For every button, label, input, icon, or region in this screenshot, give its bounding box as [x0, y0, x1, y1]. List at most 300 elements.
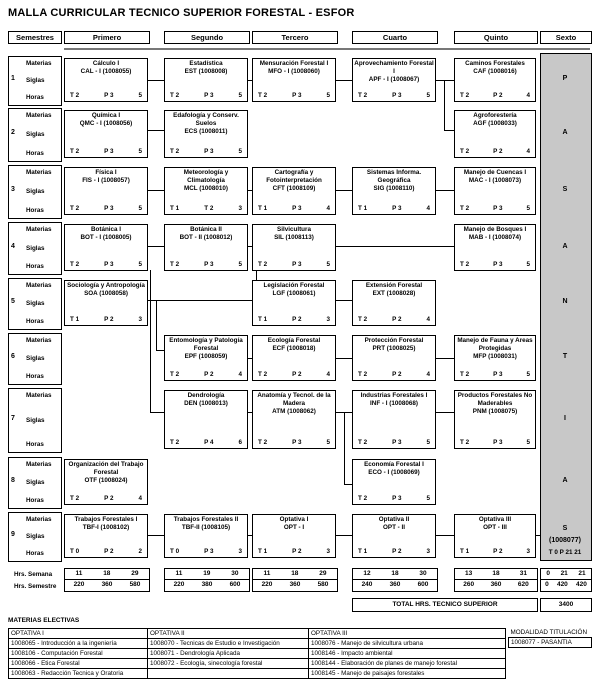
course-box-c33 — [252, 514, 336, 558]
course-box-c28 — [454, 390, 536, 449]
course-name: Economía Forestal I — [364, 461, 424, 468]
course-code: APF - I (1008067) — [368, 76, 420, 83]
course-name: Cálculo I — [92, 60, 120, 67]
course-hours-value: P 2 — [292, 548, 302, 555]
hrs-semestre-value: 620 — [517, 581, 529, 588]
row-label-siglas: Siglas — [26, 355, 45, 362]
course-hours-value: 3 — [138, 316, 142, 323]
course-hours-value: T 2 — [358, 439, 368, 446]
electivas-table — [8, 628, 506, 679]
course-hours-value: 5 — [138, 205, 142, 212]
row-number: 2 — [11, 129, 15, 136]
course-code: INF - I (1008068) — [370, 400, 418, 407]
row-label-siglas: Siglas — [26, 77, 45, 84]
connector-line — [148, 300, 252, 301]
hrs-semestre-row — [65, 580, 149, 590]
course-hours-value: T 2 — [170, 148, 180, 155]
course-hours-value: T 1 — [460, 548, 470, 555]
hrs-semestre-value: 420 — [556, 581, 568, 588]
row-label-materias: Materias — [26, 60, 52, 67]
course-code: EXT (1008028) — [372, 290, 416, 297]
course-hours — [455, 205, 535, 213]
course-hours-value: T 2 — [170, 261, 180, 268]
hrs-semestre-value: 220 — [73, 581, 85, 588]
course-hours-value: P 3 — [204, 92, 214, 99]
row-label-siglas: Siglas — [26, 188, 45, 195]
course-name: Botánica II — [190, 226, 222, 233]
course-box-c12 — [352, 167, 436, 215]
optativa2-item — [148, 669, 309, 679]
hrs-semestre-value: 600 — [229, 581, 241, 588]
course-box-c11 — [252, 167, 336, 215]
course-box-c13 — [454, 167, 536, 215]
connector-line — [148, 246, 164, 247]
course-hours-value: T 1 — [358, 205, 368, 212]
course-box-c16 — [252, 224, 336, 271]
course-box-c15 — [164, 224, 248, 271]
hrs-semestre-value: 260 — [463, 581, 475, 588]
course-hours-value: 3 — [326, 548, 330, 555]
course-name: Cartografía y Fotointerpretación — [266, 169, 322, 184]
header-tercero: Tercero — [252, 31, 338, 44]
course-hours-value: T 2 — [170, 92, 180, 99]
course-hours-value: P 3 — [104, 92, 114, 99]
course-box-c26 — [252, 390, 336, 449]
row-number: 3 — [11, 186, 15, 193]
course-code: TBF-II (1008105) — [181, 524, 231, 531]
course-name: Estadística — [189, 60, 223, 67]
connector-line — [444, 130, 454, 131]
modalidad-value: 1008077 - PASANTIA — [509, 638, 592, 648]
course-name: Industrias Forestales I — [360, 392, 428, 399]
connector-line — [148, 535, 164, 536]
course-box-c10 — [164, 167, 248, 215]
course-hours-value: T 2 — [70, 495, 80, 502]
course-hours — [455, 439, 535, 447]
row-label-horas: Horas — [26, 150, 44, 157]
course-hours — [165, 148, 247, 156]
course-name: Aprovechamiento Forestal I — [354, 60, 434, 75]
hrs-semestre-label: Hrs. Semestre — [14, 583, 57, 590]
hrs-semestre-value: 220 — [261, 581, 273, 588]
course-box-c30 — [352, 459, 436, 505]
sexto-letter: I — [564, 414, 566, 422]
course-hours-value: P 3 — [292, 205, 302, 212]
course-box-c4 — [352, 58, 436, 102]
course-code: EPF (1008059) — [184, 353, 228, 360]
course-hours-value: 5 — [526, 261, 530, 268]
optativa3-item: 1008144 - Elaboración de planes de manejo forestal — [309, 659, 506, 669]
course-hours-value: T 2 — [70, 205, 80, 212]
row-label-siglas: Siglas — [26, 416, 45, 424]
optativa3-item: 1008145 - Manejo de paisajes forestales — [309, 669, 506, 679]
course-box-c35 — [454, 514, 536, 558]
course-hours-value: 5 — [238, 261, 242, 268]
course-code: CFT (1008109) — [272, 185, 316, 192]
row-number: 9 — [11, 531, 15, 538]
course-hours — [65, 316, 147, 324]
course-name: Productos Forestales No Maderables — [457, 392, 533, 407]
course-name: Entomología y Patología Forestal — [169, 337, 243, 352]
connector-line — [344, 484, 352, 485]
course-hours-value: T 2 — [70, 92, 80, 99]
header-primero: Primero — [64, 31, 150, 44]
course-hours-value: 4 — [426, 205, 430, 212]
optativa1-item: 1008106 - Computación Forestal — [9, 649, 148, 659]
course-box-c24 — [454, 335, 536, 381]
course-box-c22 — [252, 335, 336, 381]
row-label-horas: Horas — [26, 263, 44, 270]
course-box-c7 — [164, 110, 248, 158]
course-hours-value: T 2 — [460, 92, 470, 99]
connector-line — [436, 358, 454, 359]
course-code: FIS - I (1008057) — [82, 177, 130, 184]
course-code: EST (1008008) — [184, 68, 228, 75]
course-box-c29 — [64, 459, 148, 505]
course-name: Manejo de Cuencas I — [463, 169, 527, 176]
course-hours — [165, 205, 247, 213]
course-name: Ecología Forestal — [267, 337, 321, 344]
course-name: Protección Forestal — [364, 337, 424, 344]
course-hours-value: P 4 — [204, 439, 214, 446]
course-hours-value: 5 — [526, 205, 530, 212]
course-code: BOT - II (1008012) — [179, 234, 233, 241]
course-code: OPT - III — [483, 524, 507, 531]
header-divider — [64, 48, 590, 50]
course-code: PNM (1008075) — [472, 408, 518, 415]
row-number: 5 — [11, 298, 15, 305]
course-hours-value: P 2 — [104, 495, 114, 502]
course-hours-value: 5 — [426, 495, 430, 502]
course-box-c27 — [352, 390, 436, 449]
connector-line — [156, 350, 164, 351]
course-hours-value: T 2 — [358, 92, 368, 99]
course-name: Trabajos Forestales II — [173, 516, 239, 523]
row-label-horas: Horas — [26, 318, 44, 325]
course-hours — [165, 439, 247, 447]
course-hours — [353, 92, 435, 100]
course-code: CAF (1008016) — [473, 68, 517, 75]
row-label-siglas: Siglas — [26, 131, 45, 138]
course-name: Trabajos Forestales I — [74, 516, 138, 523]
course-hours — [253, 205, 335, 213]
sexto-code: (1008077) — [549, 537, 581, 544]
hrs-semana-value: 30 — [419, 570, 427, 577]
connector-line — [336, 246, 454, 247]
hours-summary-box — [540, 568, 592, 592]
hrs-semana-row — [541, 569, 591, 580]
hrs-semana-value: 21 — [560, 570, 568, 577]
sexto-letter: N — [562, 298, 568, 305]
row-number: 1 — [11, 75, 15, 82]
hrs-semana-value: 11 — [75, 570, 83, 577]
row-number: 4 — [11, 242, 15, 250]
course-name: Optativa III — [478, 516, 512, 523]
course-hours-value: 5 — [138, 261, 142, 268]
connector-line — [436, 190, 454, 191]
sexto-letter: A — [562, 477, 568, 484]
hours-summary-box — [252, 568, 338, 592]
course-hours — [353, 495, 435, 503]
connector-line — [150, 270, 151, 412]
total-value: 3400 — [540, 598, 592, 612]
course-hours-value: 5 — [526, 439, 530, 446]
course-box-c5 — [454, 58, 536, 102]
course-code: BOT - I (1008005) — [80, 234, 132, 241]
course-box-c2 — [164, 58, 248, 102]
course-hours-value: 4 — [526, 148, 530, 155]
hrs-semana-label: Hrs. Semana — [14, 571, 53, 578]
course-code: OPT - I — [283, 524, 305, 531]
hrs-semana-value: 30 — [231, 570, 239, 577]
sexto-letter: S — [562, 186, 568, 193]
course-code: ECF (1008018) — [272, 345, 316, 352]
course-hours — [353, 205, 435, 213]
course-name: Optativa II — [378, 516, 410, 523]
hrs-semana-value: 13 — [465, 570, 473, 577]
course-hours-value: T 1 — [70, 316, 80, 323]
hrs-semana-value: 11 — [175, 570, 183, 577]
course-hours-value: T 1 — [258, 548, 268, 555]
course-hours-value: T 1 — [170, 205, 180, 212]
course-hours — [455, 261, 535, 269]
sexto-letter: P — [562, 75, 568, 82]
course-code: SIG (1008110) — [373, 185, 415, 192]
row-label-horas: Horas — [26, 207, 44, 214]
hrs-semestre-row — [455, 580, 537, 590]
connector-line — [150, 412, 164, 413]
optativa2-header: OPTATIVA II — [148, 629, 309, 639]
optativa3-item: 1008146 - Impacto ambiental — [309, 649, 506, 659]
course-hours-value: P 2 — [493, 148, 503, 155]
course-hours-value: P 2 — [204, 371, 214, 378]
hrs-semestre-value: 360 — [389, 581, 401, 588]
connector-line — [156, 300, 157, 350]
course-hours — [455, 148, 535, 156]
course-box-c14 — [64, 224, 148, 271]
row-label-siglas: Siglas — [26, 533, 45, 540]
course-hours-value: T 2 — [358, 495, 368, 502]
header-quinto: Quinto — [454, 31, 538, 44]
course-name: Manejo de Bosques I — [463, 226, 527, 233]
sexto-letter: A — [562, 242, 568, 250]
course-hours-value: P 3 — [104, 261, 114, 268]
course-hours-value: P 3 — [493, 261, 503, 268]
course-hours-value: 3 — [238, 205, 242, 212]
course-hours-value: T 2 — [170, 439, 180, 446]
course-hours-value: 3 — [526, 548, 530, 555]
row-label-materias: Materias — [26, 516, 52, 523]
connector-line — [148, 130, 164, 131]
connector-line — [336, 535, 352, 536]
course-hours — [165, 371, 247, 379]
connector-line — [436, 80, 454, 81]
course-hours-value: 4 — [426, 371, 430, 378]
course-hours-value: P 3 — [392, 205, 402, 212]
course-hours-value: P 3 — [292, 92, 302, 99]
course-hours — [253, 92, 335, 100]
course-code: ECS (1008011) — [184, 128, 228, 135]
hrs-semestre-value: 360 — [289, 581, 301, 588]
optativa1-item: 1008065 - Introducción a la ingeniería — [9, 639, 148, 649]
hrs-semana-value: 29 — [319, 570, 327, 577]
course-name: Caminos Forestales — [465, 60, 525, 67]
optativa3-item: 1008076 - Manejo de silvicultura urbana — [309, 639, 506, 649]
course-hours-value: T 2 — [70, 148, 80, 155]
row-number: 7 — [11, 414, 15, 422]
course-name: Optativa I — [279, 516, 309, 523]
optativa1-header: OPTATIVA I — [9, 629, 148, 639]
course-hours-value: T 2 — [358, 371, 368, 378]
course-hours-value: T 0 — [170, 548, 180, 555]
course-hours-value: P 3 — [104, 205, 114, 212]
page-title: MALLA CURRICULAR TECNICO SUPERIOR FORESTAL - ESFOR — [8, 7, 355, 19]
course-hours — [253, 439, 335, 447]
course-hours-value: P 3 — [204, 261, 214, 268]
row-label-materias: Materias — [26, 112, 52, 119]
course-name: Agroforestería — [473, 112, 517, 119]
connector-line — [336, 300, 352, 301]
course-box-c34 — [352, 514, 436, 558]
header-segundo: Segundo — [164, 31, 250, 44]
connector-line — [444, 80, 445, 130]
course-box-c6 — [64, 110, 148, 158]
course-hours-value: T 2 — [460, 439, 470, 446]
course-name: Silvicultura — [277, 226, 311, 233]
course-hours-value: 5 — [326, 92, 330, 99]
connector-line — [148, 80, 164, 81]
course-box-c18 — [64, 280, 148, 326]
course-hours-value: 6 — [238, 439, 242, 446]
optativa1-item: 1008066 - Etica Forestal — [9, 659, 148, 669]
hrs-semestre-value: 360 — [101, 581, 113, 588]
header-semestres: Semestres — [8, 31, 62, 44]
course-code: MCL (1008010) — [184, 185, 228, 192]
course-box-c19 — [252, 280, 336, 326]
course-name: Química I — [91, 112, 121, 119]
course-code: SOA (1008058) — [84, 290, 128, 297]
connector-line — [336, 80, 352, 81]
row-label-horas: Horas — [26, 550, 44, 557]
course-hours-value: P 2 — [104, 548, 114, 555]
row-label-horas: Horas — [26, 373, 44, 380]
modalidad-label: MODALIDAD TITULACIÓN — [510, 629, 588, 636]
connector-line — [436, 535, 454, 536]
header-cuarto: Cuarto — [352, 31, 438, 44]
course-hours-value: 3 — [426, 548, 430, 555]
course-box-c23 — [352, 335, 436, 381]
hrs-semestre-value: 360 — [490, 581, 502, 588]
hrs-semana-value: 11 — [263, 570, 271, 577]
course-hours — [455, 548, 535, 556]
hrs-semestre-value: 240 — [361, 581, 373, 588]
hrs-semestre-row — [353, 580, 437, 590]
hrs-semestre-row — [253, 580, 337, 590]
optativa3-header: OPTATIVA III — [309, 629, 506, 639]
course-hours-value: T 2 — [258, 371, 268, 378]
course-hours-value: T 2 — [460, 261, 470, 268]
course-hours — [353, 316, 435, 324]
hrs-semestre-value: 220 — [173, 581, 185, 588]
course-box-c31 — [64, 514, 148, 558]
course-name: Meteorología y Climatología — [183, 169, 229, 184]
course-code: MFP (1008031) — [473, 353, 517, 360]
modalidad-table — [508, 628, 592, 648]
connector-line — [536, 535, 540, 536]
optativa2-item: 1008071 - Dendrología Aplicada — [148, 649, 309, 659]
course-name: Mensuración Forestal I — [259, 60, 329, 67]
course-code: QMC - I (1008056) — [79, 120, 133, 127]
hrs-semana-value: 12 — [363, 570, 371, 577]
row-label-siglas: Siglas — [26, 300, 45, 307]
course-hours-value: 5 — [138, 92, 142, 99]
course-hours-value: P 3 — [292, 439, 302, 446]
course-name: Legislación Forestal — [263, 282, 325, 289]
course-hours — [65, 205, 147, 213]
course-hours-value: P 2 — [104, 316, 114, 323]
hrs-semana-row — [455, 569, 537, 580]
course-code: OPT - II — [382, 524, 406, 531]
course-hours — [65, 548, 147, 556]
course-code: MAC - I (1008073) — [468, 177, 522, 184]
course-hours-value: T 2 — [204, 205, 214, 212]
row-label-materias: Materias — [26, 461, 52, 468]
course-name: Dendrología — [187, 392, 225, 399]
course-hours-value: P 2 — [392, 548, 402, 555]
course-hours — [65, 495, 147, 503]
course-box-c25 — [164, 390, 248, 449]
hours-summary-box — [454, 568, 538, 592]
course-hours — [353, 548, 435, 556]
course-hours — [165, 261, 247, 269]
row-label-materias: Materias — [26, 226, 52, 233]
row-label-horas: Horas — [26, 497, 44, 504]
course-hours — [455, 92, 535, 100]
row-label-siglas: Siglas — [26, 244, 45, 252]
hrs-semana-value: 18 — [492, 570, 500, 577]
sexto-letter: A — [562, 129, 568, 136]
hrs-semestre-value: 0 — [545, 581, 549, 588]
course-hours-value: 5 — [426, 439, 430, 446]
course-box-c17 — [454, 224, 536, 271]
hrs-semana-value: 19 — [203, 570, 211, 577]
hrs-semestre-row — [541, 580, 591, 590]
course-hours-value: 2 — [138, 548, 142, 555]
course-hours-value: 4 — [326, 371, 330, 378]
row-label-siglas: Siglas — [26, 479, 45, 486]
course-hours-value: 4 — [138, 495, 142, 502]
course-hours-value: P 3 — [292, 261, 302, 268]
course-code: ECO - I (1008069) — [368, 469, 420, 476]
course-hours-value: T 2 — [460, 148, 470, 155]
course-hours-value: P 3 — [392, 92, 402, 99]
total-label: TOTAL HRS. TECNICO SUPERIOR — [352, 598, 538, 612]
course-hours-value: 5 — [238, 148, 242, 155]
course-hours-value: 3 — [326, 316, 330, 323]
hrs-semana-value: 29 — [131, 570, 139, 577]
course-hours-value: 5 — [426, 92, 430, 99]
hrs-semana-row — [353, 569, 437, 580]
course-box-c32 — [164, 514, 248, 558]
course-box-c1 — [64, 58, 148, 102]
course-hours-value: T 0 — [70, 548, 80, 555]
course-name: Sociología y Antropología — [67, 282, 145, 289]
hrs-semana-value: 31 — [519, 570, 527, 577]
course-hours — [165, 548, 247, 556]
course-hours-value: P 3 — [493, 205, 503, 212]
course-hours-value: P 2 — [493, 92, 503, 99]
row-label-horas: Horas — [26, 441, 44, 448]
